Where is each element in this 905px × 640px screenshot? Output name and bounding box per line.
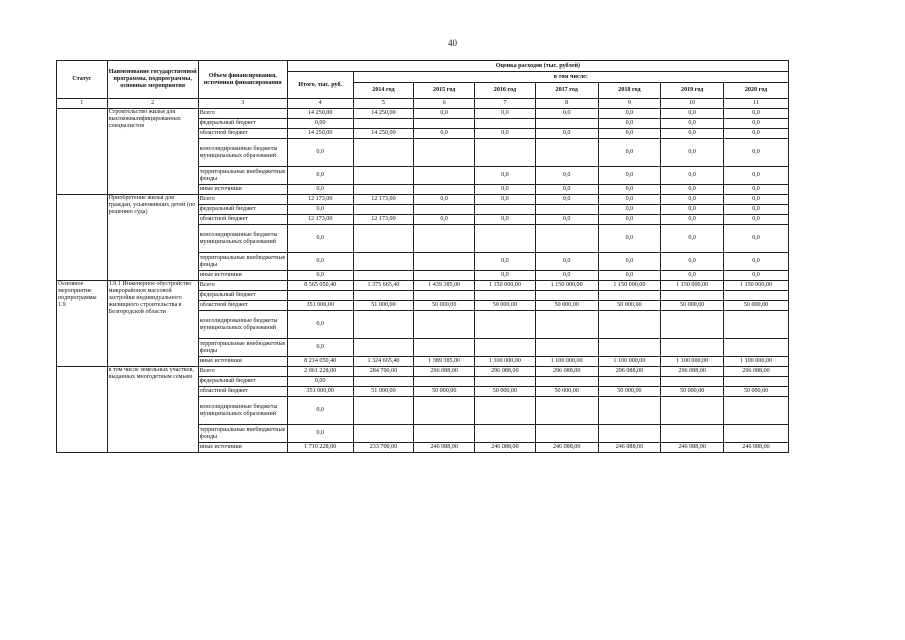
year-value-cell bbox=[353, 425, 414, 443]
year-value-cell: 51 000,00 bbox=[353, 387, 414, 397]
total-cell: 12 173,00 bbox=[287, 215, 353, 225]
year-value-cell bbox=[353, 139, 414, 167]
total-cell: 12 173,00 bbox=[287, 195, 353, 205]
year-value-cell bbox=[475, 425, 536, 443]
header-year: 2014 год bbox=[353, 83, 414, 99]
year-value-cell: 296 088,00 bbox=[598, 367, 661, 377]
year-value-cell bbox=[353, 167, 414, 185]
year-value-cell: 1 150 000,00 bbox=[598, 281, 661, 291]
year-value-cell: 0,0 bbox=[661, 271, 724, 281]
header-year: 2015 год bbox=[414, 83, 475, 99]
total-cell bbox=[287, 291, 353, 301]
table-header bbox=[57, 61, 789, 109]
column-number: 5 bbox=[353, 99, 414, 109]
year-value-cell bbox=[353, 119, 414, 129]
year-value-cell: 0,0 bbox=[724, 109, 789, 119]
year-value-cell: 50 000,00 bbox=[475, 387, 536, 397]
year-value-cell bbox=[475, 291, 536, 301]
year-value-cell: 0,0 bbox=[475, 195, 536, 205]
year-value-cell bbox=[535, 397, 598, 425]
year-value-cell bbox=[535, 225, 598, 253]
year-value-cell bbox=[535, 425, 598, 443]
table-row bbox=[57, 281, 789, 291]
year-value-cell: 296 088,00 bbox=[414, 367, 475, 377]
year-value-cell: 0,0 bbox=[598, 215, 661, 225]
year-value-cell: 246 088,00 bbox=[475, 443, 536, 453]
year-value-cell: 0,0 bbox=[598, 205, 661, 215]
column-number: 2 bbox=[107, 99, 198, 109]
year-value-cell: 50 000,00 bbox=[475, 301, 536, 311]
year-value-cell: 50 000,00 bbox=[598, 387, 661, 397]
year-value-cell bbox=[475, 205, 536, 215]
year-value-cell: 296 088,00 bbox=[661, 367, 724, 377]
year-value-cell bbox=[598, 425, 661, 443]
year-value-cell: 0,0 bbox=[724, 271, 789, 281]
year-value-cell bbox=[414, 139, 475, 167]
year-value-cell: 0,0 bbox=[661, 185, 724, 195]
year-value-cell: 233 700,00 bbox=[353, 443, 414, 453]
table-body bbox=[57, 109, 789, 453]
year-value-cell bbox=[475, 311, 536, 339]
year-value-cell: 0,0 bbox=[724, 139, 789, 167]
column-number: 1 bbox=[57, 99, 108, 109]
table-row bbox=[57, 109, 789, 119]
year-value-cell: 0,0 bbox=[661, 195, 724, 205]
column-number: 3 bbox=[198, 99, 287, 109]
header-name: Наименование государственной программы, подпрограммы, основные мероприятия bbox=[107, 61, 198, 99]
year-value-cell bbox=[414, 119, 475, 129]
year-value-cell bbox=[724, 311, 789, 339]
year-value-cell: 50 000,00 bbox=[414, 301, 475, 311]
year-value-cell: 1 150 000,00 bbox=[475, 281, 536, 291]
year-value-cell bbox=[724, 339, 789, 357]
year-value-cell bbox=[414, 397, 475, 425]
funding-source-cell: иные источники bbox=[198, 185, 287, 195]
year-value-cell bbox=[414, 291, 475, 301]
year-value-cell: 0,0 bbox=[535, 167, 598, 185]
page-number: 40 bbox=[448, 38, 457, 48]
funding-source-cell: территориальные внебюджетные фонды bbox=[198, 425, 287, 443]
column-number: 7 bbox=[475, 99, 536, 109]
year-value-cell: 1 100 000,00 bbox=[598, 357, 661, 367]
funding-source-cell: территориальные внебюджетные фонды bbox=[198, 339, 287, 357]
year-value-cell: 0,0 bbox=[535, 271, 598, 281]
year-value-cell: 0,0 bbox=[598, 139, 661, 167]
year-value-cell: 246 088,00 bbox=[535, 443, 598, 453]
budget-table bbox=[56, 60, 789, 453]
year-value-cell bbox=[414, 253, 475, 271]
year-value-cell bbox=[475, 377, 536, 387]
year-value-cell bbox=[535, 311, 598, 339]
funding-source-cell: федеральный бюджет bbox=[198, 377, 287, 387]
year-value-cell bbox=[475, 119, 536, 129]
total-cell: 0,0 bbox=[287, 397, 353, 425]
year-value-cell: 1 150 000,00 bbox=[535, 281, 598, 291]
year-value-cell bbox=[353, 225, 414, 253]
year-value-cell: 0,0 bbox=[724, 215, 789, 225]
year-value-cell: 0,0 bbox=[535, 195, 598, 205]
status-cell bbox=[57, 109, 108, 195]
year-value-cell bbox=[661, 397, 724, 425]
funding-source-cell: Всего bbox=[198, 109, 287, 119]
column-number: 8 bbox=[535, 99, 598, 109]
year-value-cell: 0,0 bbox=[724, 253, 789, 271]
year-value-cell bbox=[353, 271, 414, 281]
total-cell: 8 214 050,40 bbox=[287, 357, 353, 367]
total-cell: 2 061 228,00 bbox=[287, 367, 353, 377]
header-funding-sources: Объем финансирования, источники финансирования bbox=[198, 61, 287, 99]
total-cell: 0,0 bbox=[287, 185, 353, 195]
year-value-cell: 50 000,00 bbox=[724, 301, 789, 311]
year-value-cell: 0,0 bbox=[724, 185, 789, 195]
column-number: 4 bbox=[287, 99, 353, 109]
year-value-cell: 0,0 bbox=[475, 167, 536, 185]
funding-source-cell: иные источники bbox=[198, 271, 287, 281]
total-cell: 0,0 bbox=[287, 167, 353, 185]
year-value-cell bbox=[598, 339, 661, 357]
year-value-cell: 1 150 000,00 bbox=[661, 281, 724, 291]
year-value-cell: 50 000,00 bbox=[661, 301, 724, 311]
header-year: 2016 год bbox=[475, 83, 536, 99]
year-value-cell bbox=[414, 271, 475, 281]
year-value-cell: 0,0 bbox=[661, 225, 724, 253]
funding-source-cell: Всего bbox=[198, 195, 287, 205]
year-value-cell bbox=[724, 291, 789, 301]
funding-source-cell: консолидированные бюджеты муниципальных образований bbox=[198, 139, 287, 167]
funding-source-cell: федеральный бюджет bbox=[198, 291, 287, 301]
column-number: 9 bbox=[598, 99, 661, 109]
header-total: Итого, тыс. руб. bbox=[287, 72, 353, 99]
year-value-cell: 0,0 bbox=[661, 205, 724, 215]
year-value-cell: 1 439 385,00 bbox=[414, 281, 475, 291]
header-year: 2018 год bbox=[598, 83, 661, 99]
year-value-cell bbox=[475, 397, 536, 425]
header-including: в том числе: bbox=[353, 72, 788, 83]
funding-source-cell: областной бюджет bbox=[198, 129, 287, 139]
year-value-cell bbox=[598, 397, 661, 425]
total-cell: 351 000,00 bbox=[287, 301, 353, 311]
funding-source-cell: областной бюджет bbox=[198, 387, 287, 397]
total-cell: 0,0 bbox=[287, 425, 353, 443]
year-value-cell: 0,0 bbox=[414, 109, 475, 119]
year-value-cell: 296 088,00 bbox=[475, 367, 536, 377]
year-value-cell: 0,0 bbox=[724, 119, 789, 129]
year-value-cell bbox=[414, 205, 475, 215]
year-value-cell: 50 000,00 bbox=[535, 301, 598, 311]
funding-source-cell: областной бюджет bbox=[198, 301, 287, 311]
total-cell: 0,0 bbox=[287, 271, 353, 281]
year-value-cell bbox=[535, 339, 598, 357]
year-value-cell: 0,0 bbox=[475, 215, 536, 225]
column-number: 11 bbox=[724, 99, 789, 109]
funding-source-cell: областной бюджет bbox=[198, 215, 287, 225]
total-cell: 0,0 bbox=[287, 225, 353, 253]
year-value-cell: 51 000,00 bbox=[353, 301, 414, 311]
year-value-cell bbox=[475, 139, 536, 167]
activity-name-cell: 1.9.1 Инженерное обустройство микрорайонов массовой застройки индивидуального жилищного строительства в Белгородской области bbox=[107, 281, 198, 367]
year-value-cell: 0,0 bbox=[535, 109, 598, 119]
activity-name-cell: в том числе земельных участков, выданных многодетным семьям bbox=[107, 367, 198, 453]
year-value-cell bbox=[353, 377, 414, 387]
year-value-cell bbox=[598, 311, 661, 339]
year-value-cell: 0,0 bbox=[724, 205, 789, 215]
year-value-cell bbox=[598, 377, 661, 387]
table-row bbox=[57, 195, 789, 205]
total-cell: 0,0 bbox=[287, 139, 353, 167]
total-cell: 14 250,00 bbox=[287, 129, 353, 139]
funding-source-cell: территориальные внебюджетные фонды bbox=[198, 167, 287, 185]
year-value-cell: 0,0 bbox=[661, 109, 724, 119]
year-value-cell: 0,0 bbox=[535, 253, 598, 271]
total-cell: 0,0 bbox=[287, 311, 353, 339]
year-value-cell: 0,0 bbox=[535, 129, 598, 139]
column-number: 6 bbox=[414, 99, 475, 109]
year-value-cell: 0,0 bbox=[598, 185, 661, 195]
total-cell: 14 250,00 bbox=[287, 109, 353, 119]
year-value-cell: 1 100 000,00 bbox=[475, 357, 536, 367]
year-value-cell bbox=[535, 139, 598, 167]
year-value-cell: 0,0 bbox=[724, 195, 789, 205]
year-value-cell bbox=[353, 339, 414, 357]
year-value-cell: 0,0 bbox=[598, 271, 661, 281]
year-value-cell bbox=[661, 291, 724, 301]
year-value-cell: 50 000,00 bbox=[414, 387, 475, 397]
year-value-cell bbox=[724, 425, 789, 443]
year-value-cell: 0,0 bbox=[598, 119, 661, 129]
year-value-cell: 0,0 bbox=[598, 253, 661, 271]
year-value-cell: 0,0 bbox=[724, 225, 789, 253]
year-value-cell bbox=[414, 311, 475, 339]
year-value-cell: 12 173,00 bbox=[353, 215, 414, 225]
funding-source-cell: иные источники bbox=[198, 443, 287, 453]
header-estimate: Оценка расходов (тыс. рублей) bbox=[287, 61, 788, 72]
year-value-cell bbox=[414, 377, 475, 387]
year-value-cell: 1 100 000,00 bbox=[535, 357, 598, 367]
year-value-cell: 1 324 665,40 bbox=[353, 357, 414, 367]
year-value-cell: 0,0 bbox=[535, 185, 598, 195]
total-cell: 0,0 bbox=[287, 205, 353, 215]
year-value-cell: 14 250,00 bbox=[353, 109, 414, 119]
year-value-cell: 246 088,00 bbox=[414, 443, 475, 453]
year-value-cell bbox=[535, 291, 598, 301]
year-value-cell bbox=[414, 425, 475, 443]
funding-source-cell: территориальные внебюджетные фонды bbox=[198, 253, 287, 271]
year-value-cell: 0,0 bbox=[598, 195, 661, 205]
funding-source-cell: Всего bbox=[198, 367, 287, 377]
year-value-cell: 0,0 bbox=[598, 225, 661, 253]
funding-source-cell: Всего bbox=[198, 281, 287, 291]
year-value-cell: 0,0 bbox=[414, 195, 475, 205]
funding-source-cell: федеральный бюджет bbox=[198, 205, 287, 215]
year-value-cell: 0,0 bbox=[598, 167, 661, 185]
year-value-cell: 50 000,00 bbox=[661, 387, 724, 397]
year-value-cell bbox=[535, 205, 598, 215]
year-value-cell: 0,0 bbox=[475, 253, 536, 271]
total-cell: 0,00 bbox=[287, 119, 353, 129]
year-value-cell: 50 000,00 bbox=[535, 387, 598, 397]
year-value-cell: 0,0 bbox=[475, 185, 536, 195]
year-value-cell bbox=[353, 397, 414, 425]
year-value-cell bbox=[414, 167, 475, 185]
year-value-cell: 0,0 bbox=[661, 139, 724, 167]
total-cell: 1 710 228,00 bbox=[287, 443, 353, 453]
column-number-row bbox=[57, 99, 789, 109]
year-value-cell: 12 173,00 bbox=[353, 195, 414, 205]
column-number: 10 bbox=[661, 99, 724, 109]
year-value-cell bbox=[475, 225, 536, 253]
year-value-cell: 284 700,00 bbox=[353, 367, 414, 377]
year-value-cell: 246 088,00 bbox=[661, 443, 724, 453]
year-value-cell bbox=[661, 425, 724, 443]
year-value-cell: 246 088,00 bbox=[724, 443, 789, 453]
year-value-cell: 14 250,00 bbox=[353, 129, 414, 139]
year-value-cell bbox=[475, 339, 536, 357]
year-value-cell: 246 088,00 bbox=[598, 443, 661, 453]
header-status: Статус bbox=[57, 61, 108, 99]
status-cell: Основное мероприятие подпрограммы 1.9 bbox=[57, 281, 108, 367]
year-value-cell: 50 000,00 bbox=[598, 301, 661, 311]
year-value-cell: 50 000,00 bbox=[724, 387, 789, 397]
funding-source-cell: иные источники bbox=[198, 357, 287, 367]
year-value-cell bbox=[353, 253, 414, 271]
year-value-cell bbox=[535, 119, 598, 129]
year-value-cell bbox=[661, 377, 724, 387]
year-value-cell: 0,0 bbox=[414, 215, 475, 225]
year-value-cell: 0,0 bbox=[661, 253, 724, 271]
status-cell bbox=[57, 195, 108, 281]
year-value-cell bbox=[724, 397, 789, 425]
year-value-cell: 0,0 bbox=[475, 129, 536, 139]
year-value-cell: 0,0 bbox=[598, 109, 661, 119]
year-value-cell: 0,0 bbox=[724, 167, 789, 185]
year-value-cell: 0,0 bbox=[661, 129, 724, 139]
funding-source-cell: консолидированные бюджеты муниципальных образований bbox=[198, 225, 287, 253]
year-value-cell bbox=[353, 311, 414, 339]
funding-source-cell: федеральный бюджет bbox=[198, 119, 287, 129]
year-value-cell: 0,0 bbox=[661, 167, 724, 185]
year-value-cell: 0,0 bbox=[661, 215, 724, 225]
funding-source-cell: консолидированные бюджеты муниципальных образований bbox=[198, 311, 287, 339]
year-value-cell bbox=[598, 291, 661, 301]
year-value-cell: 0,0 bbox=[475, 109, 536, 119]
year-value-cell: 1 100 000,00 bbox=[661, 357, 724, 367]
year-value-cell: 296 088,00 bbox=[535, 367, 598, 377]
year-value-cell: 1 375 665,40 bbox=[353, 281, 414, 291]
header-year: 2020 год bbox=[724, 83, 789, 99]
year-value-cell: 1 389 385,00 bbox=[414, 357, 475, 367]
year-value-cell bbox=[353, 205, 414, 215]
activity-name-cell: Строительство жилья для высококвалифицированных специалистов bbox=[107, 109, 198, 195]
total-cell: 0,0 bbox=[287, 339, 353, 357]
year-value-cell bbox=[353, 185, 414, 195]
year-value-cell bbox=[724, 377, 789, 387]
year-value-cell bbox=[353, 291, 414, 301]
year-value-cell bbox=[661, 311, 724, 339]
funding-source-cell: консолидированные бюджеты муниципальных образований bbox=[198, 397, 287, 425]
year-value-cell: 0,0 bbox=[414, 129, 475, 139]
total-cell: 8 565 050,40 bbox=[287, 281, 353, 291]
year-value-cell: 0,0 bbox=[535, 215, 598, 225]
year-value-cell bbox=[414, 225, 475, 253]
year-value-cell: 1 100 000,00 bbox=[724, 357, 789, 367]
year-value-cell bbox=[414, 185, 475, 195]
table-row bbox=[57, 367, 789, 377]
total-cell: 351 000,00 bbox=[287, 387, 353, 397]
total-cell: 0,0 bbox=[287, 253, 353, 271]
year-value-cell bbox=[535, 377, 598, 387]
year-value-cell: 0,0 bbox=[598, 129, 661, 139]
year-value-cell bbox=[661, 339, 724, 357]
status-cell bbox=[57, 367, 108, 453]
header-year: 2017 год bbox=[535, 83, 598, 99]
year-value-cell bbox=[414, 339, 475, 357]
year-value-cell: 0,0 bbox=[661, 119, 724, 129]
header-year: 2019 год bbox=[661, 83, 724, 99]
year-value-cell: 0,0 bbox=[724, 129, 789, 139]
year-value-cell: 296 088,00 bbox=[724, 367, 789, 377]
year-value-cell: 0,0 bbox=[475, 271, 536, 281]
total-cell: 0,00 bbox=[287, 377, 353, 387]
year-value-cell: 1 150 000,00 bbox=[724, 281, 789, 291]
activity-name-cell: Приобретение жилья для граждан, усыновивших детей (по решению суда) bbox=[107, 195, 198, 281]
